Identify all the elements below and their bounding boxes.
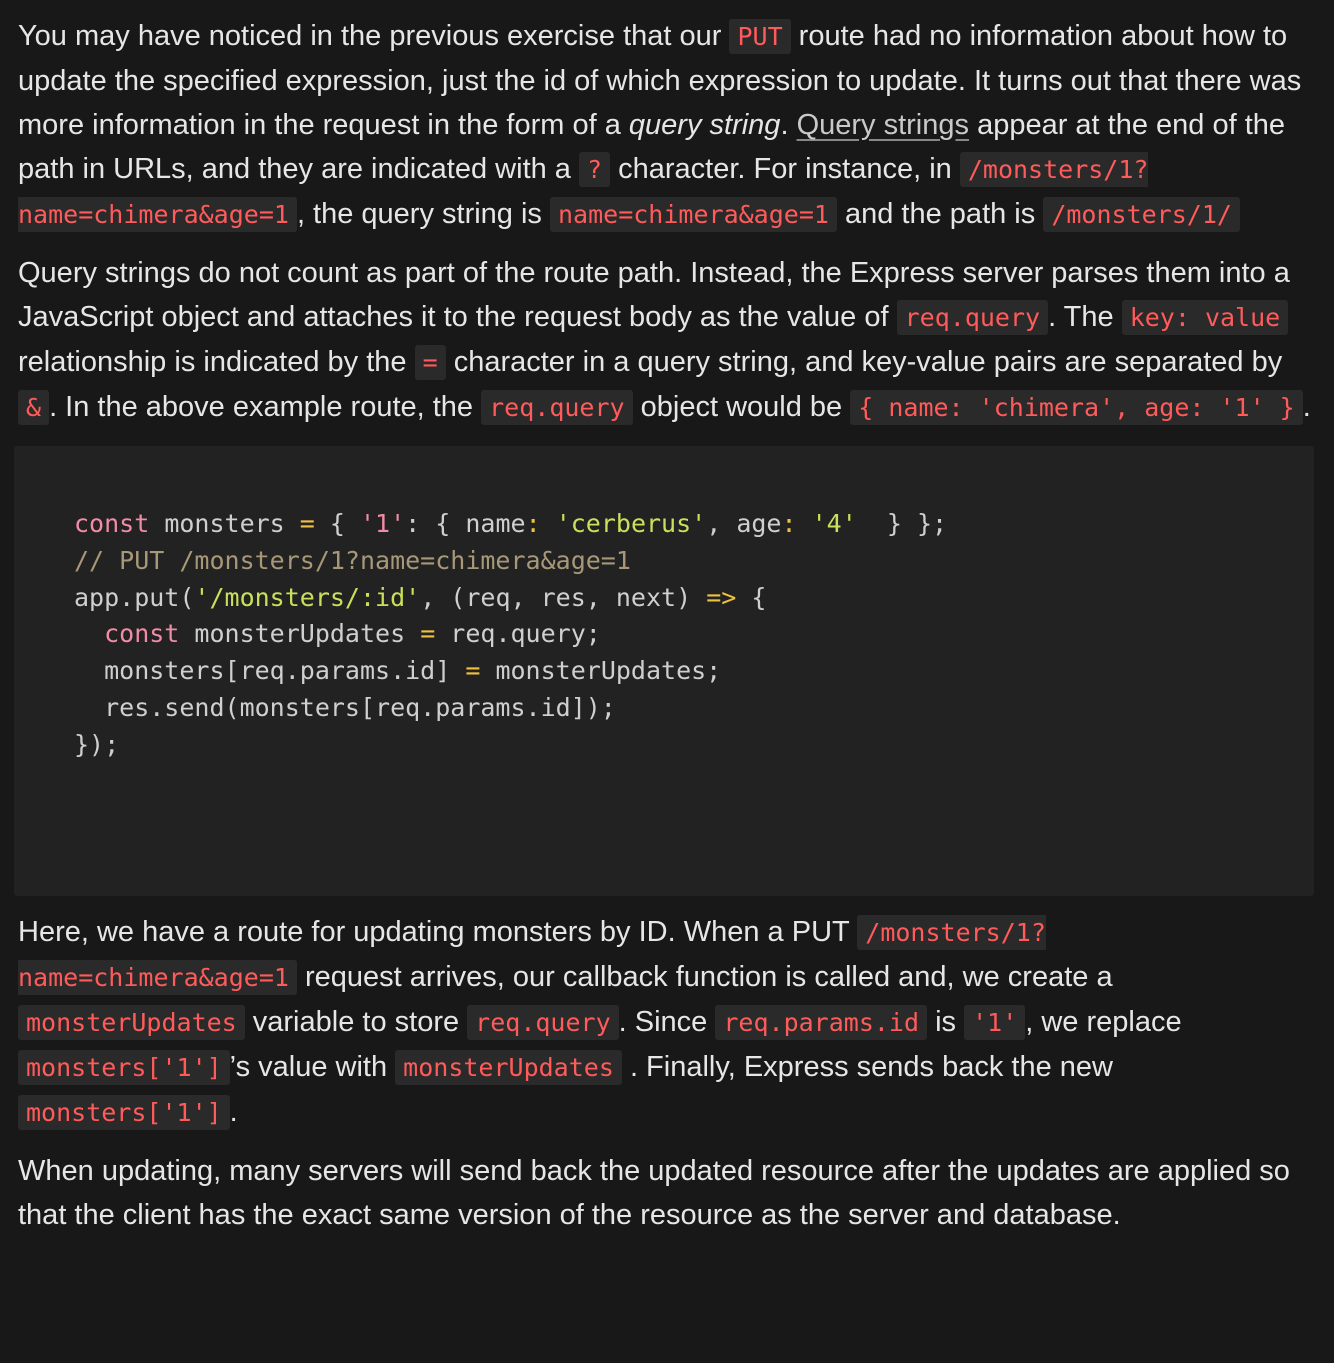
code-token: { [314, 509, 360, 538]
code-line [74, 580, 1314, 617]
emphasis-text: query string [628, 109, 781, 141]
code-token: app.put( [74, 582, 195, 612]
code-line [74, 543, 1314, 580]
text: object would be [632, 391, 851, 423]
inline-code: /monsters/1?name=chimera&age=1 [18, 152, 1148, 232]
text: character. For instance, in [610, 153, 960, 185]
inline-code: /monsters/1/ [1043, 197, 1240, 232]
code-token: = [465, 656, 481, 686]
text: character in a query string, and key-value pairs are separated by [445, 346, 1283, 378]
code-token: req.query; [435, 619, 601, 649]
text: . In the above example route, the [49, 391, 482, 423]
code-token: : [525, 509, 541, 538]
text: . [780, 109, 797, 141]
text: , we replace [1025, 1006, 1182, 1038]
text: . [229, 1096, 238, 1128]
code-comment: // PUT /monsters/1?name=chimera&age=1 [74, 545, 631, 575]
code-token: monsterUpdates; [480, 656, 722, 686]
inline-code: key: value [1122, 300, 1289, 335]
code-token [541, 509, 556, 538]
code-token: } }; [856, 509, 948, 538]
code-token: => [706, 582, 737, 612]
code-token: , (req, res, next) [420, 582, 707, 612]
code-line [74, 616, 1314, 653]
text: variable to store [244, 1006, 468, 1038]
code-line [74, 506, 1314, 543]
query-strings-link[interactable]: Query strings [796, 109, 970, 141]
text: , the query string is [296, 198, 550, 230]
code-token: : [781, 509, 797, 538]
query-explanation-paragraph [18, 251, 1318, 430]
inline-code: req.query [481, 390, 632, 425]
code-token: = [420, 619, 436, 649]
inline-code: monsters['1'] [18, 1050, 230, 1085]
text: . [1302, 391, 1311, 423]
text: and the path is [836, 198, 1044, 230]
text: . Finally, Express sends back the new [621, 1051, 1113, 1083]
text: route had no information about how to update the specified expression, just the id of which expression to update. It turns out that there was more information in the request in the form of a [18, 20, 1302, 141]
code-token: 'cerberus' [555, 509, 707, 538]
inline-code: { name: 'chimera', age: '1' } [850, 390, 1303, 425]
inline-code: monsterUpdates [395, 1050, 622, 1085]
code-line [74, 653, 1314, 690]
code-token: = [299, 509, 315, 538]
code-block[interactable] [14, 446, 1314, 896]
text: appear at the end of the path in URLs, and they are indicated with a [18, 109, 1286, 185]
inline-code: monsters['1'] [18, 1095, 230, 1130]
text: . The [1048, 301, 1122, 333]
code-token: }); [74, 729, 120, 759]
code-token: { [736, 582, 767, 612]
inline-code: monsterUpdates [18, 1005, 245, 1040]
inline-code: name=chimera&age=1 [550, 197, 837, 232]
intro-paragraph [18, 14, 1318, 237]
text: Here, we have a route for updating monsters by ID. When a PUT [18, 916, 858, 948]
code-token: const [74, 619, 180, 649]
text: ’s value with [229, 1051, 396, 1083]
code-token: '4' [811, 509, 857, 538]
code-line [74, 690, 1314, 727]
inline-code: /monsters/1?name=chimera&age=1 [18, 915, 1046, 995]
inline-code: = [415, 345, 446, 380]
code-token: : { name [405, 509, 526, 538]
text: When updating, many servers will send back the updated resource after the updates are applied so that the client has the exact same version of the resource as the server and database. [18, 1155, 1290, 1231]
code-token: monsters [149, 509, 300, 538]
text: . Since [618, 1006, 716, 1038]
inline-code: & [18, 390, 49, 425]
text: Query strings do not count as part of the route path. Instead, the Express server parses them into a JavaScript object and attaches it to the request body as the value of [18, 257, 1290, 333]
inline-code: PUT [729, 19, 790, 54]
inline-code: '1' [964, 1005, 1025, 1040]
code-line [74, 727, 1314, 764]
closing-paragraph [18, 1149, 1318, 1237]
code-token: '1' [360, 509, 406, 538]
text: relationship is indicated by the [18, 346, 415, 378]
inline-code: req.query [897, 300, 1048, 335]
inline-code: req.query [467, 1005, 618, 1040]
inline-code: ? [579, 152, 610, 187]
text: You may have noticed in the previous exercise that our [18, 20, 730, 52]
code-token: '/monsters/:id' [194, 582, 421, 612]
text: is [927, 1006, 965, 1038]
text: request arrives, our callback function is called and, we create a [296, 961, 1113, 993]
inline-code: req.params.id [715, 1005, 927, 1040]
code-token: monsterUpdates [179, 619, 421, 649]
code-token: res.send(monsters[req.params.id]); [74, 692, 616, 722]
code-token [797, 509, 812, 538]
route-explanation-paragraph [18, 910, 1318, 1135]
code-token: , age [706, 509, 782, 538]
code-token: const [74, 509, 150, 538]
code-token: monsters[req.params.id] [74, 656, 466, 686]
